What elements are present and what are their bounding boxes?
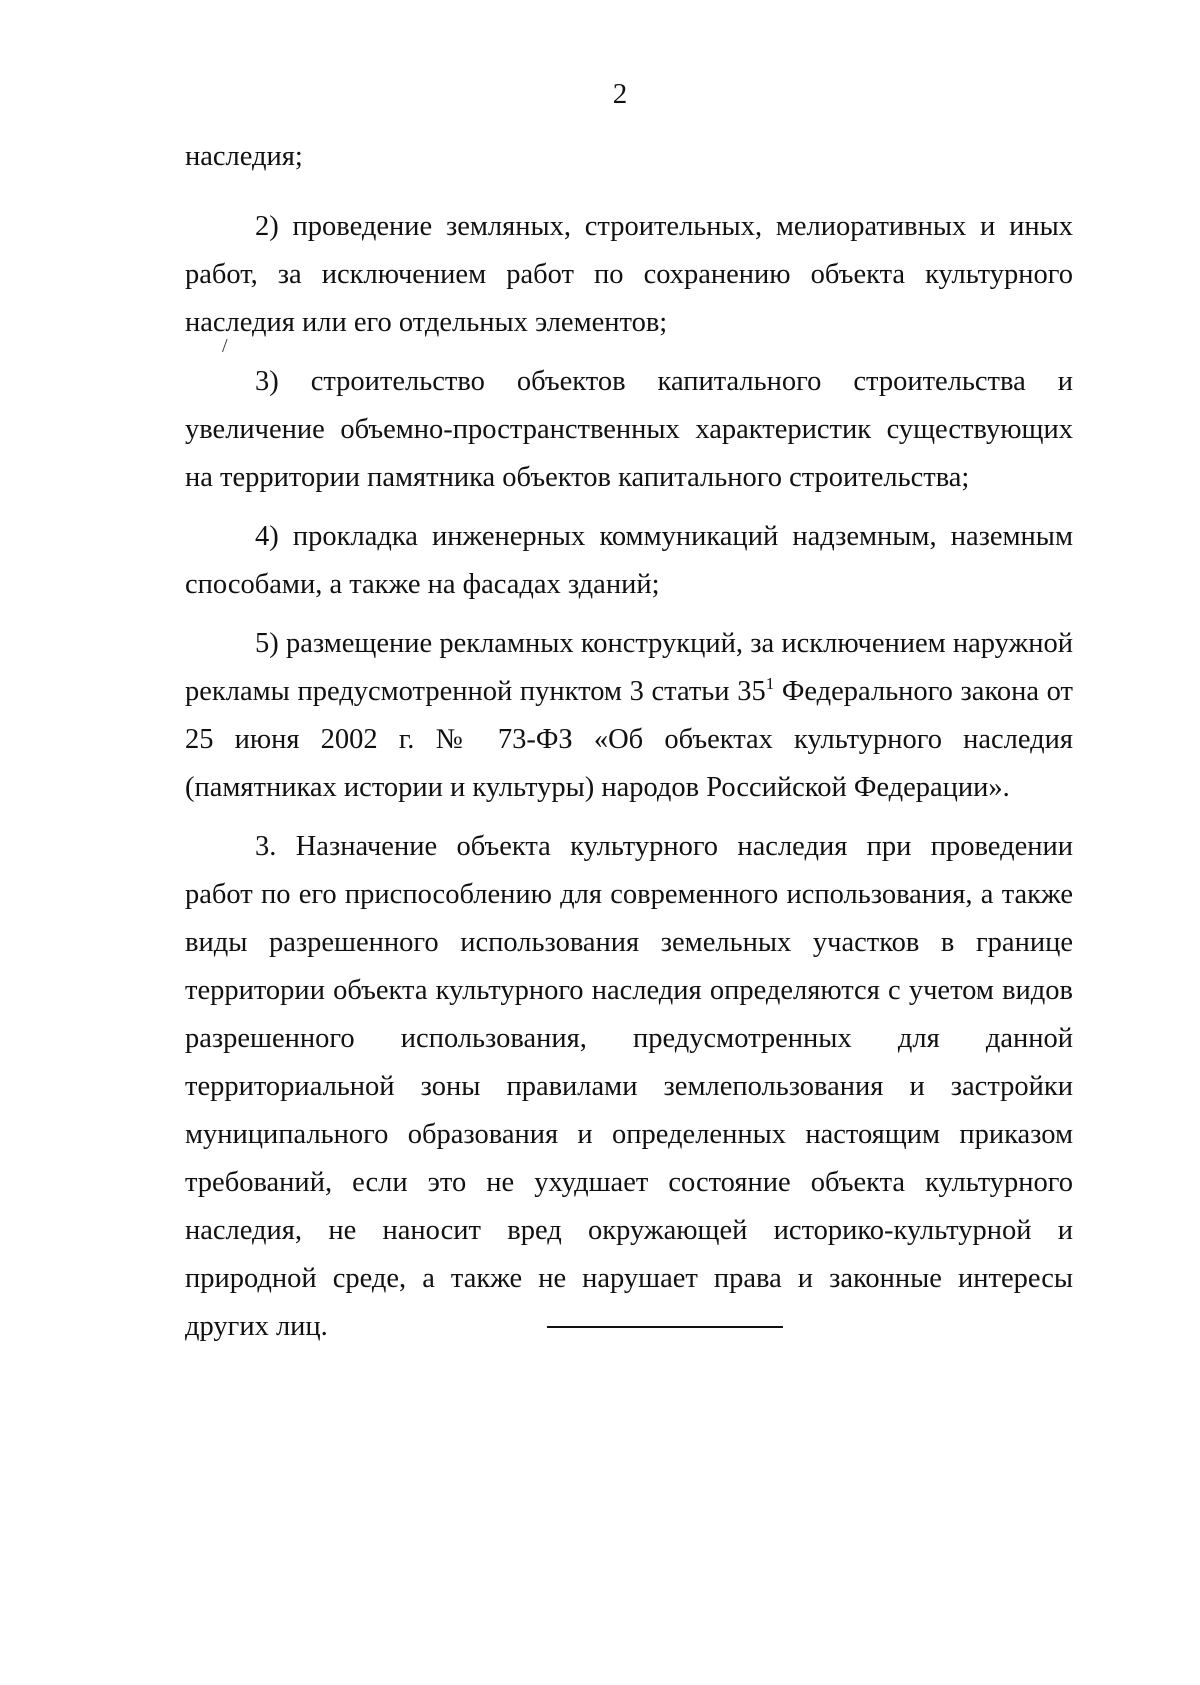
paragraph-section-3: 3. Назначение объекта культурного наследия при проведении работ по его приспособлению для современного использования, а также виды разрешенного использования земельных участков в границе территории объекта культурного наследия определяются с учетом видов разрешенного использования, предусмотренных для данной территориальной зоны правилами землепользования и застройки муниципального образования и определенных настоящим приказом требований, если это не ухудшает состояние объекта культурного наследия, не наносит вред окружающей историко-культурной и природной среде, а также не нарушает права и законные интересы других лиц. (185, 831, 1073, 1342)
paragraph-item-5-text-a: 5) размещение рекламных конструкций, за исключением наружной рекламы предусмотренной пунктом 3 статьи 35 (185, 628, 1073, 707)
paragraph-continuation: наследия; (185, 141, 303, 172)
paragraph-item-3: 3) строительство объектов капитального строительства и увеличение объемно-пространственных характеристик существующих на территории памятника объектов капитального строительства; (185, 366, 1073, 493)
end-of-text-rule (547, 1326, 783, 1328)
stray-scan-mark: / (222, 335, 228, 357)
paragraph-item-5-text-b: Федерального закона от 25 июня 2002 г. № 73-ФЗ «Об объектах культурного наследия (памятниках истории и культуры) народов Российской Федерации». (185, 676, 1073, 803)
paragraph-item-4: 4) прокладка инженерных коммуникаций надземным, наземным способами, а также на фасадах зданий; (185, 521, 1073, 600)
page-number: 2 (612, 78, 628, 110)
superscript-article-number: 1 (765, 674, 775, 693)
document-body (185, 133, 1073, 1351)
paragraph-item-5 (185, 620, 1073, 812)
paragraph-item-2: 2) проведение земляных, строительных, мелиоративных и иных работ, за исключением работ по сохранению объекта культурного наследия или его отдельных элементов; (185, 211, 1073, 338)
